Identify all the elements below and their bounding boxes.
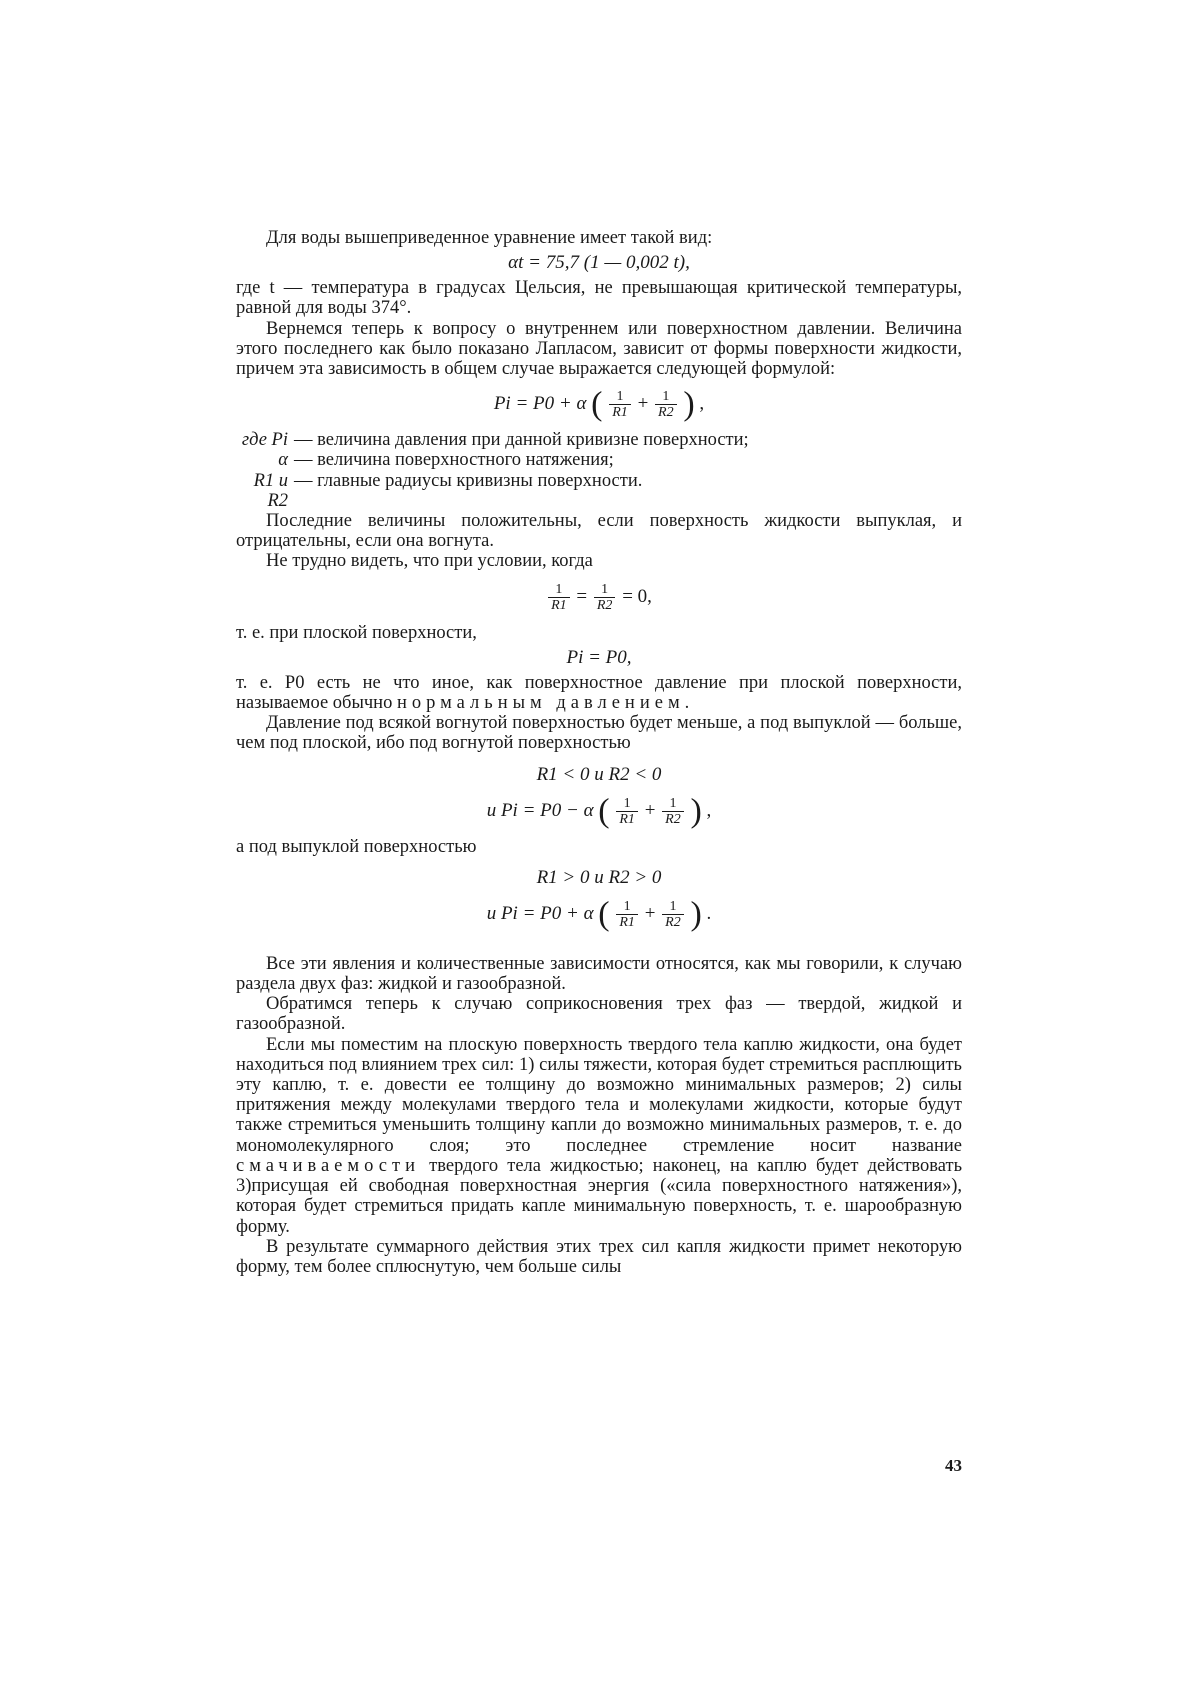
equation-convex-pressure: и Pi = P0 + α ( $\frac{1}{R1}$ + $\frac{1}{R2}$ ) .: [486, 895, 712, 933]
paragraph-3: Вернемся теперь к вопросу о внутреннем или поверхностном давлении. Величина этого последнего как было показано Лапласом, зависит от формы поверхности жидкости, причем эта зависимость в общем случае выражается следующей формулой:: [236, 318, 962, 380]
fraction-1-r1: $\frac{1}{R1}$: [548, 582, 570, 613]
paragraph-7: т. е. P0 есть не что иное, как поверхностное давление при плоской поверхности, называемое обычно нормальным давлением.: [236, 672, 962, 714]
paragraph-10: Все эти явления и количественные зависимости относятся, как мы говорили, к случаю раздела двух фаз: жидкой и газообразной.: [236, 953, 962, 995]
paren-open: (: [591, 385, 603, 423]
paragraph-1: Для воды вышеприведенное уравнение имеет такой вид:: [266, 228, 713, 248]
spaced-term-wettability: смачиваемости: [236, 1155, 420, 1176]
spaced-term-normal-pressure: нормальным давлением.: [396, 693, 695, 714]
fraction-1-r2: $\frac{1}{R2}$: [662, 899, 684, 930]
paragraph-2: где t — температура в градусах Цельсия, не превышающая критической температуры, равной для воды 374°.: [236, 278, 962, 319]
body-text: [236, 228, 962, 1277]
equation-surface-tension: αt = 75,7 (1 — 0,002 t),: [508, 252, 690, 274]
definition-row: [236, 430, 962, 450]
definition-text: — величина давления при данной кривизне поверхности;: [294, 430, 749, 451]
equation-concave-radii: R1 < 0 и R2 < 0: [536, 763, 662, 785]
equation-flat-condition: $\frac{1}{R1}$ = $\frac{1}{R2}$ = 0,: [236, 582, 962, 613]
definition-row: [236, 450, 962, 470]
fraction-1-r1: $\frac{1}{R1}$: [616, 899, 638, 930]
fraction-1-r1: $\frac{1}{R1}$: [616, 796, 638, 827]
fraction-1-r2: $\frac{1}{R2}$: [655, 389, 677, 420]
definition-row: [236, 471, 962, 511]
definition-text: — главные радиусы кривизны поверхности.: [294, 470, 643, 491]
fraction-1-r2: $\frac{1}{R2}$: [662, 796, 684, 827]
definition-label: α: [278, 450, 288, 471]
fraction-1-r2: $\frac{1}{R2}$: [594, 582, 616, 613]
paren-close: ): [683, 385, 695, 423]
equation-convex-radii: R1 > 0 и R2 > 0: [536, 866, 662, 888]
paragraph-6: т. е. при плоской поверхности,: [236, 622, 477, 643]
fraction-1-r1: $\frac{1}{R1}$: [609, 389, 631, 420]
page-number: 43: [945, 1456, 962, 1475]
definition-label: R1 и R2: [253, 470, 288, 511]
paragraph-5: Не трудно видеть, что при условии, когда: [266, 551, 593, 572]
paragraph-13: В результате суммарного действия этих трех сил капля жидкости примет некоторую форму, тем более сплюснутую, чем больше силы: [236, 1236, 962, 1277]
definition-text: — величина поверхностного натяжения;: [294, 450, 614, 471]
definition-label: где Pi: [241, 430, 288, 451]
equation-concave-pressure: и Pi = P0 − α ( $\frac{1}{R1}$ + $\frac{1}{R2}$ ) ,: [486, 792, 712, 830]
paragraph-9: а под выпуклой поверхностью: [236, 836, 477, 857]
paragraph-12: Если мы поместим на плоскую поверхность твердого тела каплю жидкости, она будет находиться под влиянием трех сил: 1) силы тяжести, которая будет стремиться расплющить эту каплю, т. е. довести ее толщину до возможно минимальных размеров; 2) силы притяжения между молекулами твердого тела и молекулами жидкости, которые будут также стремиться уменьшить толщину капли до возможно минимальных размеров, т. е. до мономолекулярного слоя; это последнее стремление носит название смачиваемости твердого тела жидкостью; наконец, на каплю будет действовать 3)присущая ей свободная поверхностная энергия («сила поверхностного натяжения»), которая будет стремиться придать капле минимальную поверхность, т. е. шарообразную форму.: [236, 1034, 963, 1237]
definitions-list: [236, 430, 962, 511]
paragraph-8: Давление под всякой вогнутой поверхностью будет меньше, а под выпуклой — больше, чем под плоской, ибо под вогнутой поверхностью: [236, 713, 962, 754]
paragraph-4: Последние величины положительны, если поверхность жидкости выпуклая, и отрицательны, если она вогнута.: [236, 511, 962, 552]
paragraph-11: Обратимся теперь к случаю соприкосновения трех фаз — твердой, жидкой и газообразной.: [236, 994, 962, 1035]
eq2-left: Pi = P0 + α: [493, 393, 587, 415]
equation-laplace: Pi = P0 + α ( $\frac{1}{R1}$ + $\frac{1}{R2}$ ) ,: [493, 385, 705, 423]
equation-pi-p0: Pi = P0,: [566, 646, 632, 668]
